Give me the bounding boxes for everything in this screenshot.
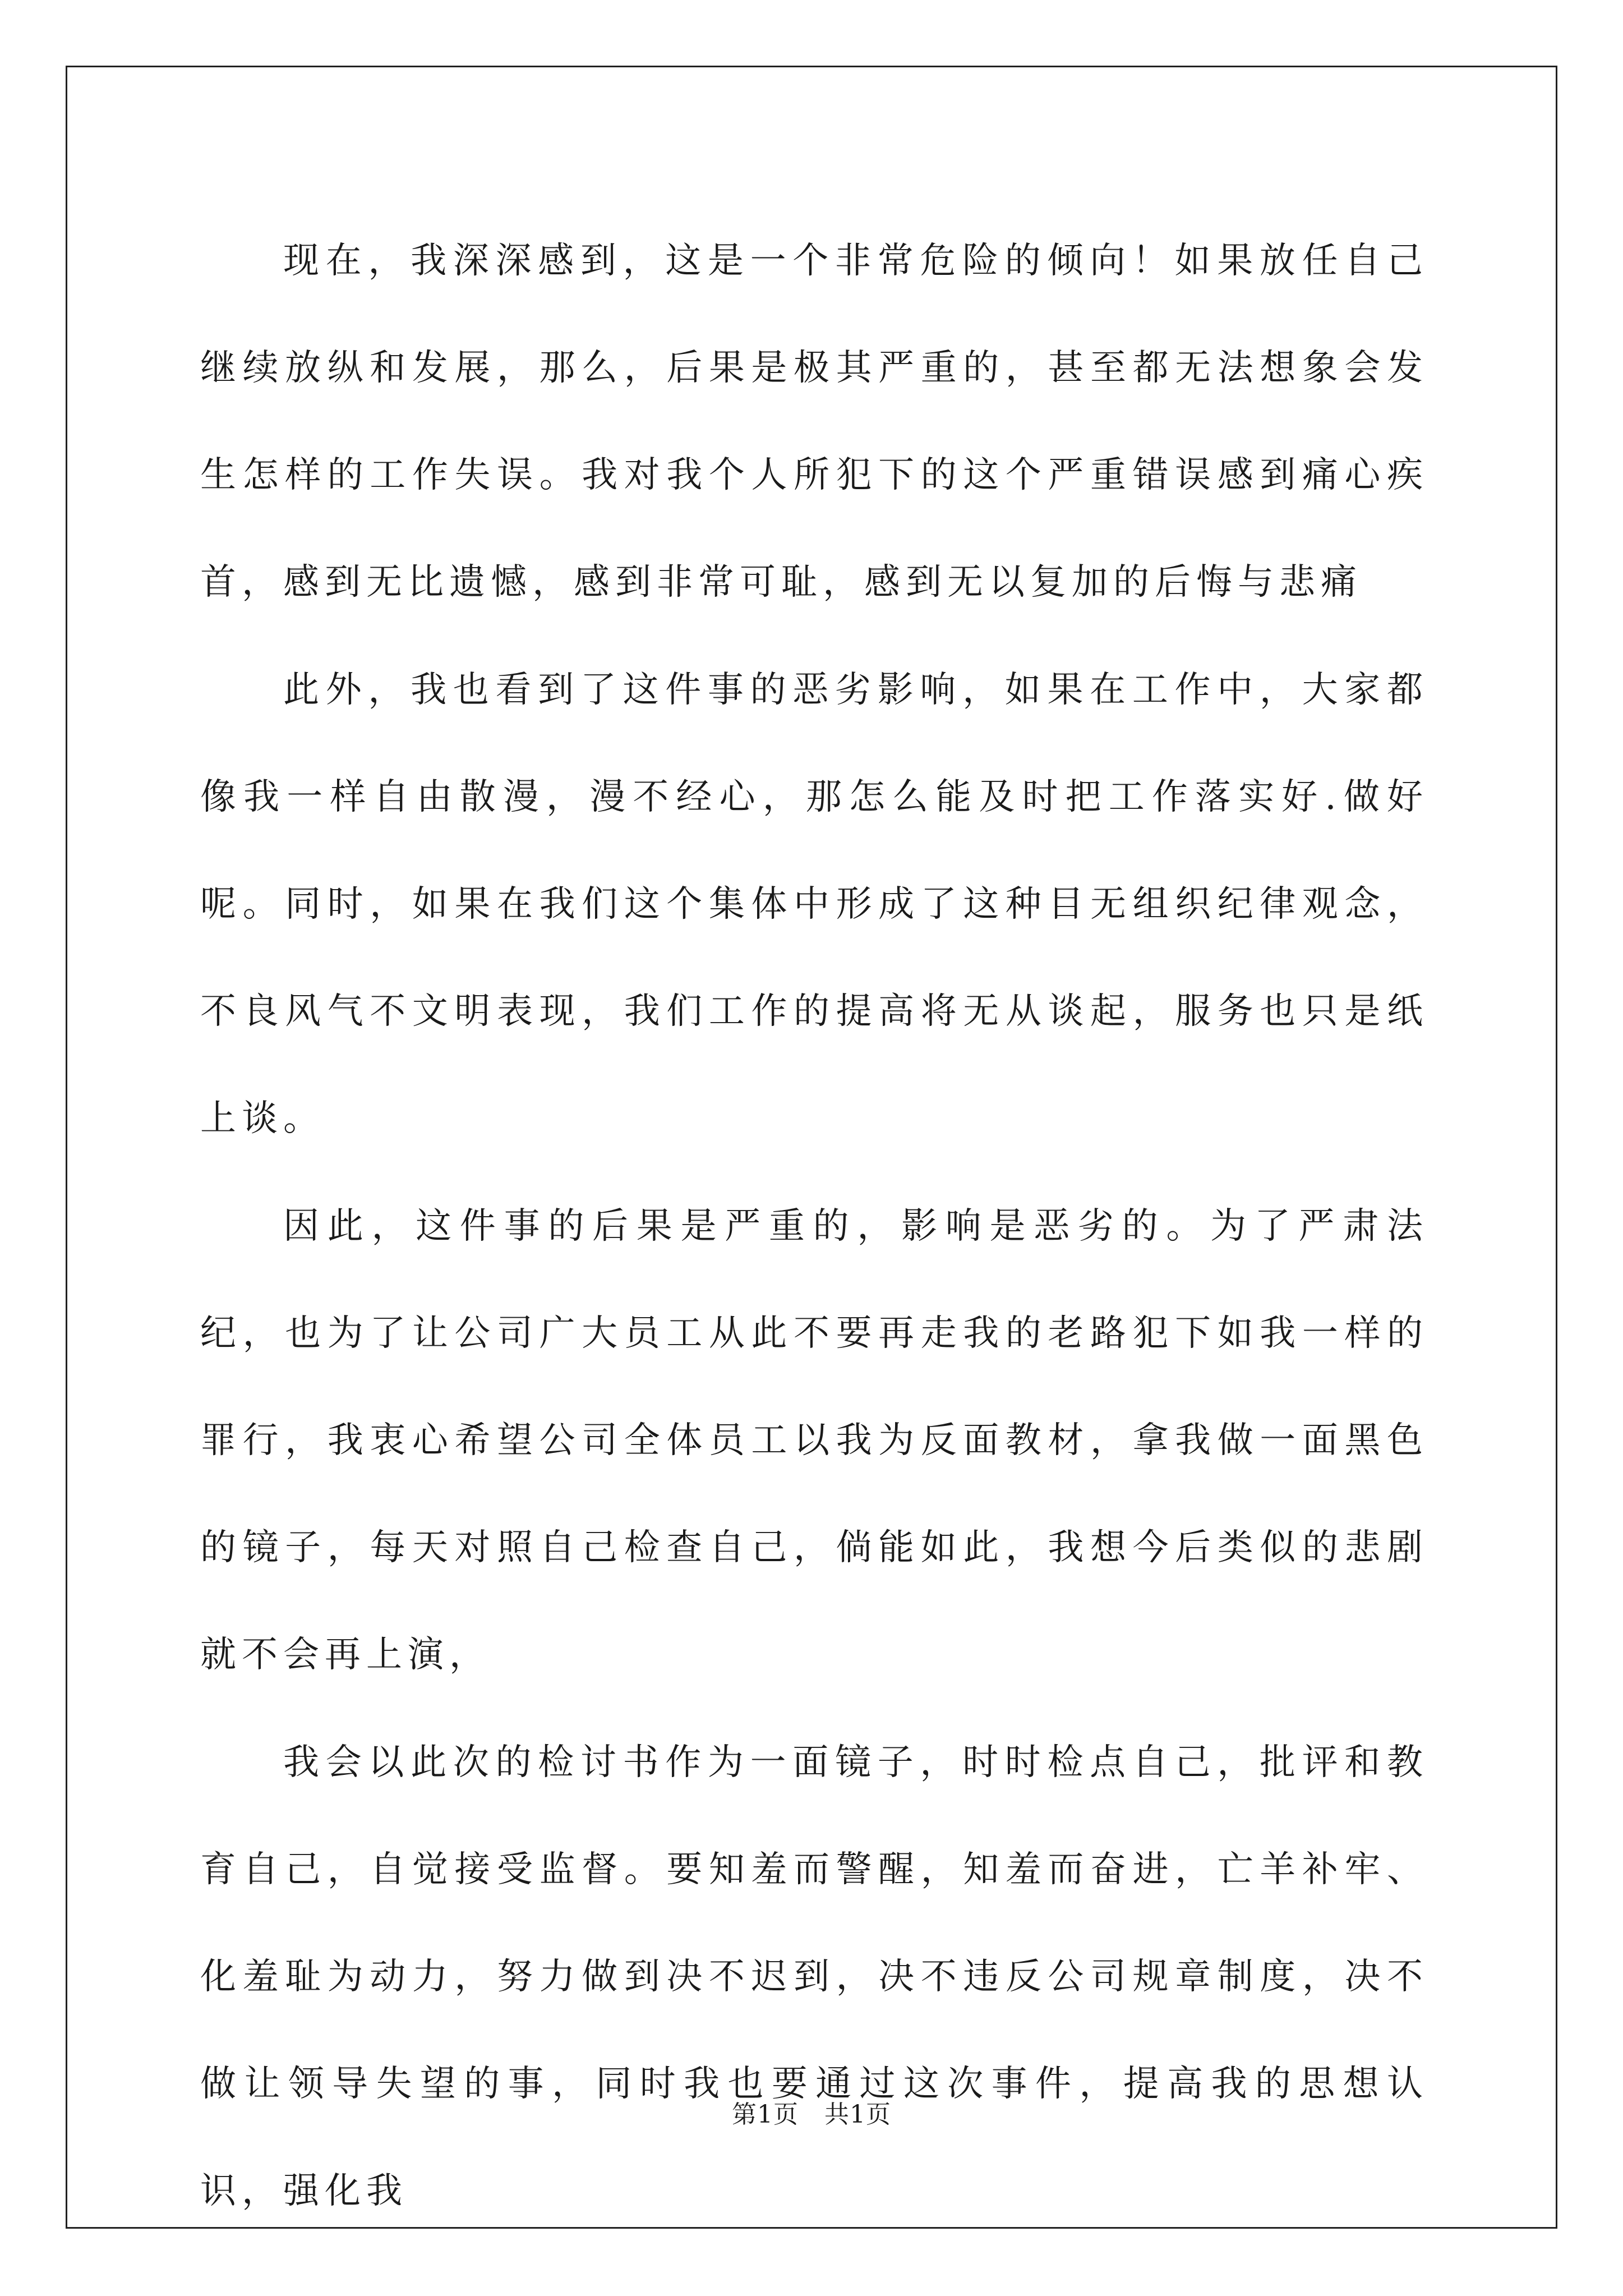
page-number: 第1页 xyxy=(732,2100,799,2129)
page-total: 共1页 xyxy=(824,2100,891,2129)
page-footer xyxy=(0,2099,1623,2131)
document-body xyxy=(200,208,1428,2246)
paragraph-2: 此外，我也看到了这件事的恶劣影响，如果在工作中，大家都像我一样自由散漫，漫不经心，那怎么能及时把工作落实好.做好呢。同时，如果在我们这个集体中形成了这种目无组织纪律观念，不良风气不文明表现，我们工作的提高将无从谈起，服务也只是纸上谈。 xyxy=(200,669,1428,1139)
paragraph-1: 现在，我深深感到，这是一个非常危险的倾向！如果放任自己继续放纵和发展，那么，后果是极其严重的，甚至都无法想象会发生怎样的工作失误。我对我个人所犯下的这个严重错误感到痛心疾首，感到无比遗憾，感到非常可耻，感到无以复加的后悔与悲痛 xyxy=(200,240,1428,603)
paragraph-3: 因此，这件事的后果是严重的，影响是恶劣的。为了严肃法纪，也为了让公司广大员工从此不要再走我的老路犯下如我一样的罪行，我衷心希望公司全体员工以我为反面教材，拿我做一面黑色的镜子，每天对照自己检查自己，倘能如此，我想今后类似的悲剧就不会再上演， xyxy=(200,1205,1428,1676)
paragraph-4: 我会以此次的检讨书作为一面镜子，时时检点自己，批评和教育自己，自觉接受监督。要知羞而警醒，知羞而奋进，亡羊补牢、化羞耻为动力，努力做到决不迟到，决不违反公司规章制度，决不做让领导失望的事，同时我也要通过这次事件，提高我的思想认识，强化我 xyxy=(200,1742,1428,2212)
